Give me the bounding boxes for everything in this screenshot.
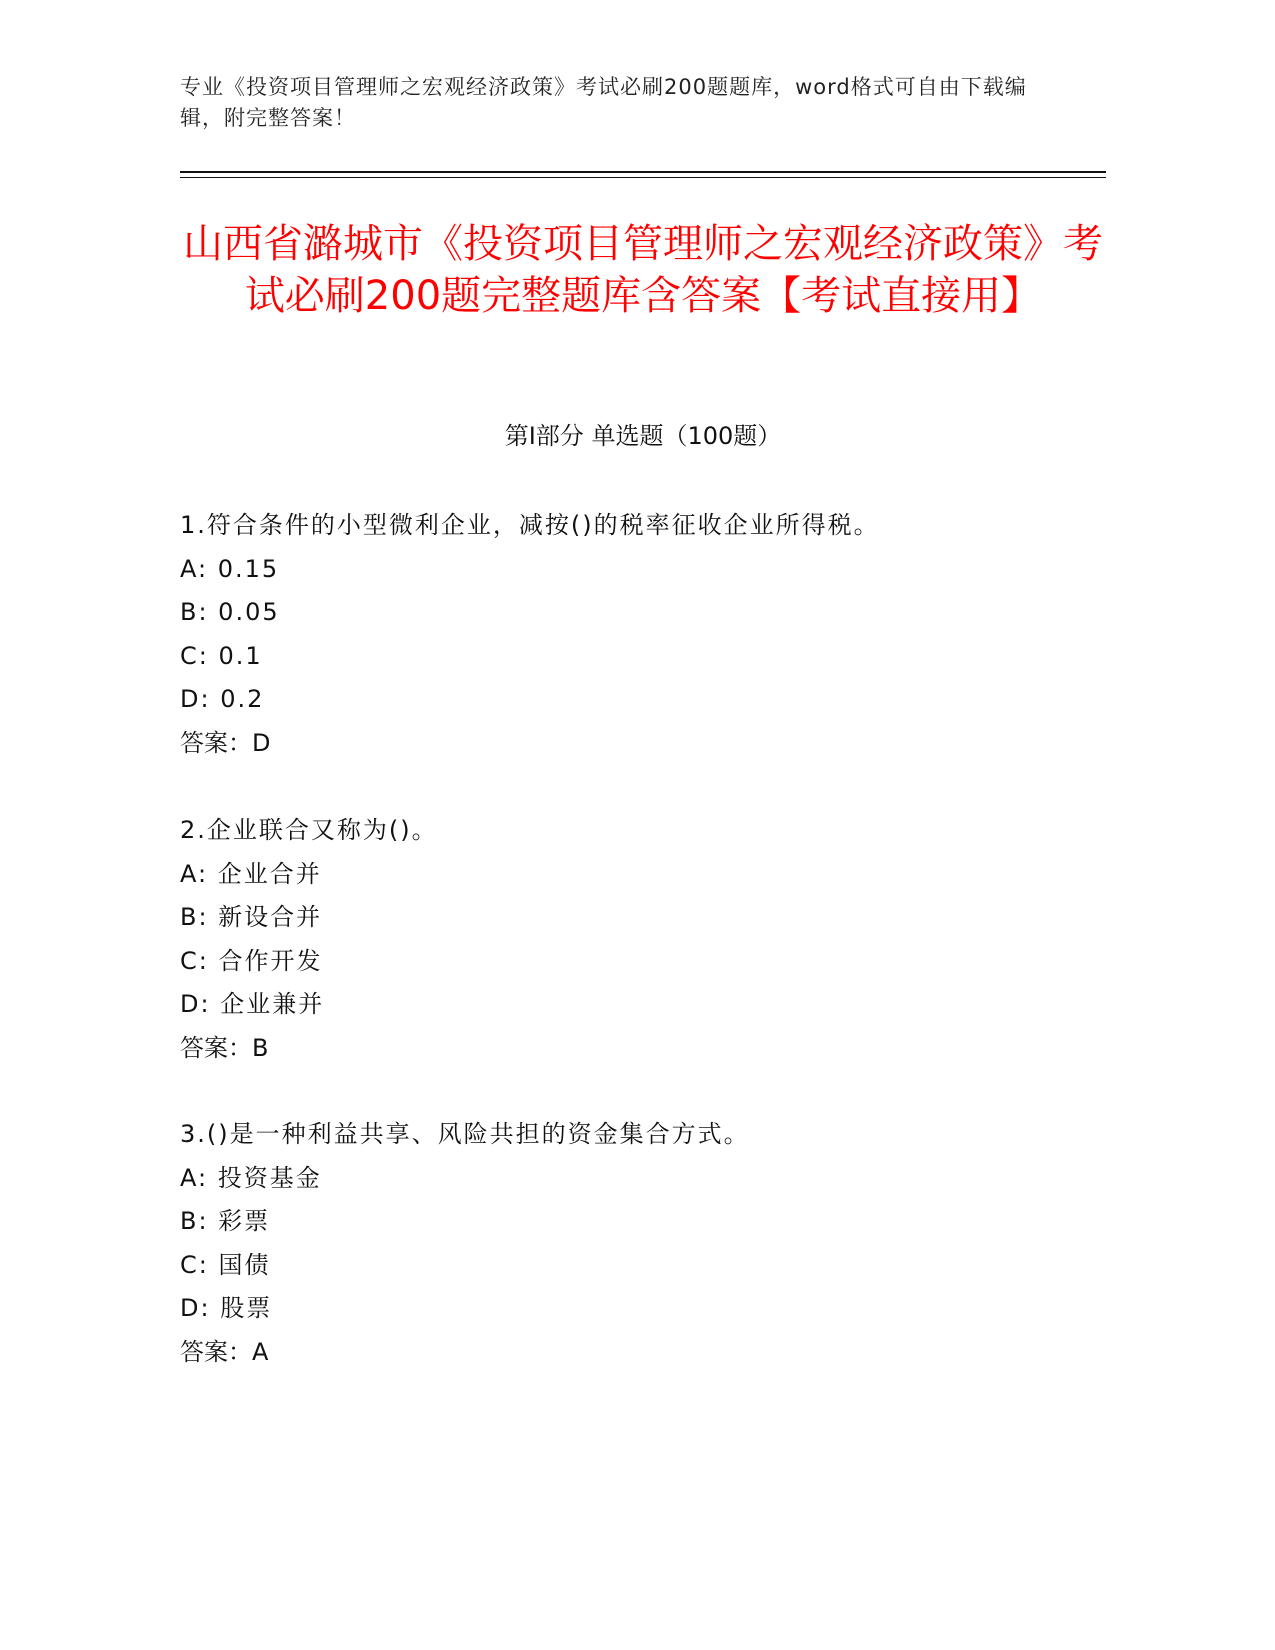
answer-line: 答案：D [180, 728, 271, 757]
option-b: B: 彩票 [180, 1207, 271, 1235]
header-rule-thick [180, 171, 1106, 173]
question-stem: 1.符合条件的小型微利企业，减按()的税率征收企业所得税。 [180, 511, 880, 539]
option-d: D: 股票 [180, 1294, 273, 1322]
option-d: D: 0.2 [180, 685, 265, 713]
option-c: C: 0.1 [180, 641, 263, 670]
header-rule-thin [180, 177, 1106, 178]
option-c: C: 合作开发 [180, 946, 323, 975]
answer-line: 答案：B [180, 1033, 269, 1062]
question-3 [180, 1113, 1106, 1374]
answer-line: 答案：A [180, 1337, 269, 1366]
option-b: B: 0.05 [180, 598, 280, 626]
question-1 [180, 504, 1106, 765]
document-title: 山西省潞城市《投资项目管理师之宏观经济政策》考试必刷200题完整题库含答案【考试直接用】 [183, 221, 1103, 319]
question-2 [180, 809, 1106, 1070]
option-b: B: 新设合并 [180, 903, 323, 931]
section-heading: 第I部分 单选题（100题） [504, 422, 782, 450]
header-note: 专业《投资项目管理师之宏观经济政策》考试必刷200题题库，word格式可自由下载编辑，附完整答案！ [180, 75, 1027, 130]
option-a: A: 企业合并 [180, 859, 322, 888]
question-stem: 2.企业联合又称为()。 [180, 816, 438, 844]
option-a: A: 投资基金 [180, 1163, 322, 1192]
option-a: A: 0.15 [180, 554, 280, 583]
option-d: D: 企业兼并 [180, 990, 325, 1018]
option-c: C: 国债 [180, 1250, 271, 1279]
question-stem: 3.()是一种利益共享、风险共担的资金集合方式。 [180, 1120, 750, 1148]
